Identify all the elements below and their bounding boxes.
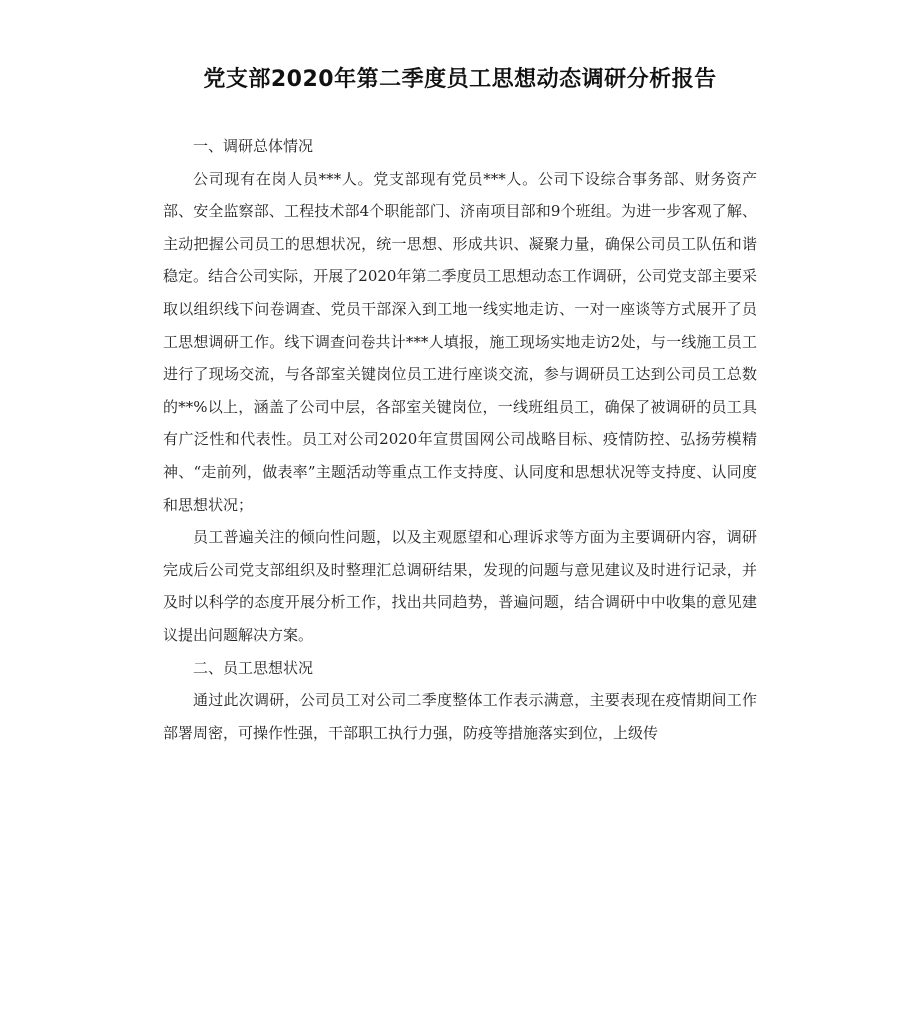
section-heading-1: 一、调研总体情况: [193, 137, 314, 155]
document-body: [163, 130, 757, 749]
paragraph-1: 公司现有在岗人员***人。党支部现有党员***人。公司下设综合事务部、财务资产部、安全监察部、工程技术部4个职能部门、济南项目部和9个班组。为进一步客观了解、主动把握公司员工的思想状况，统一思想、形成共识、凝聚力量，确保公司员工队伍和谐稳定。结合公司实际，开展了2020年第二季度员工思想动态工作调研，公司党支部主要采取以组织线下问卷调查、党员干部深入到工地一线实地走访、一对一座谈等方式展开了员工思想调研工作。线下调查问卷共计***人填报，施工现场实地走访2处，与一线施工员工进行了现场交流，与各部室关键岗位员工进行座谈交流，参与调研员工达到公司员工总数的**%以上，涵盖了公司中层，各部室关键岗位，一线班组员工，确保了被调研的员工具有广泛性和代表性。员工对公司2020年宣贯国网公司战略目标、疫情防控、弘扬劳模精神、“走前列，做表率”主题活动等重点工作支持度、认同度和思想状况等支持度、认同度和思想状况；: [163, 169, 757, 514]
paragraph-2: 员工普遍关注的倾向性问题，以及主观愿望和心理诉求等方面为主要调研内容，调研完成后公司党支部组织及时整理汇总调研结果，发现的问题与意见建议及时进行记录，并及时以科学的态度开展分析工作，找出共同趋势，普遍问题，结合调研中中收集的意见建议提出问题解决方案。: [163, 528, 757, 644]
section-heading-2: 二、员工思想状况: [193, 658, 314, 677]
document-title: 党支部2020年第二季度员工思想动态调研分析报告: [203, 67, 717, 92]
paragraph-3: 通过此次调研，公司员工对公司二季度整体工作表示满意，主要表现在疫情期间工作部署周密，可操作性强，干部职工执行力强，防疫等措施落实到位，上级传: [163, 691, 757, 742]
